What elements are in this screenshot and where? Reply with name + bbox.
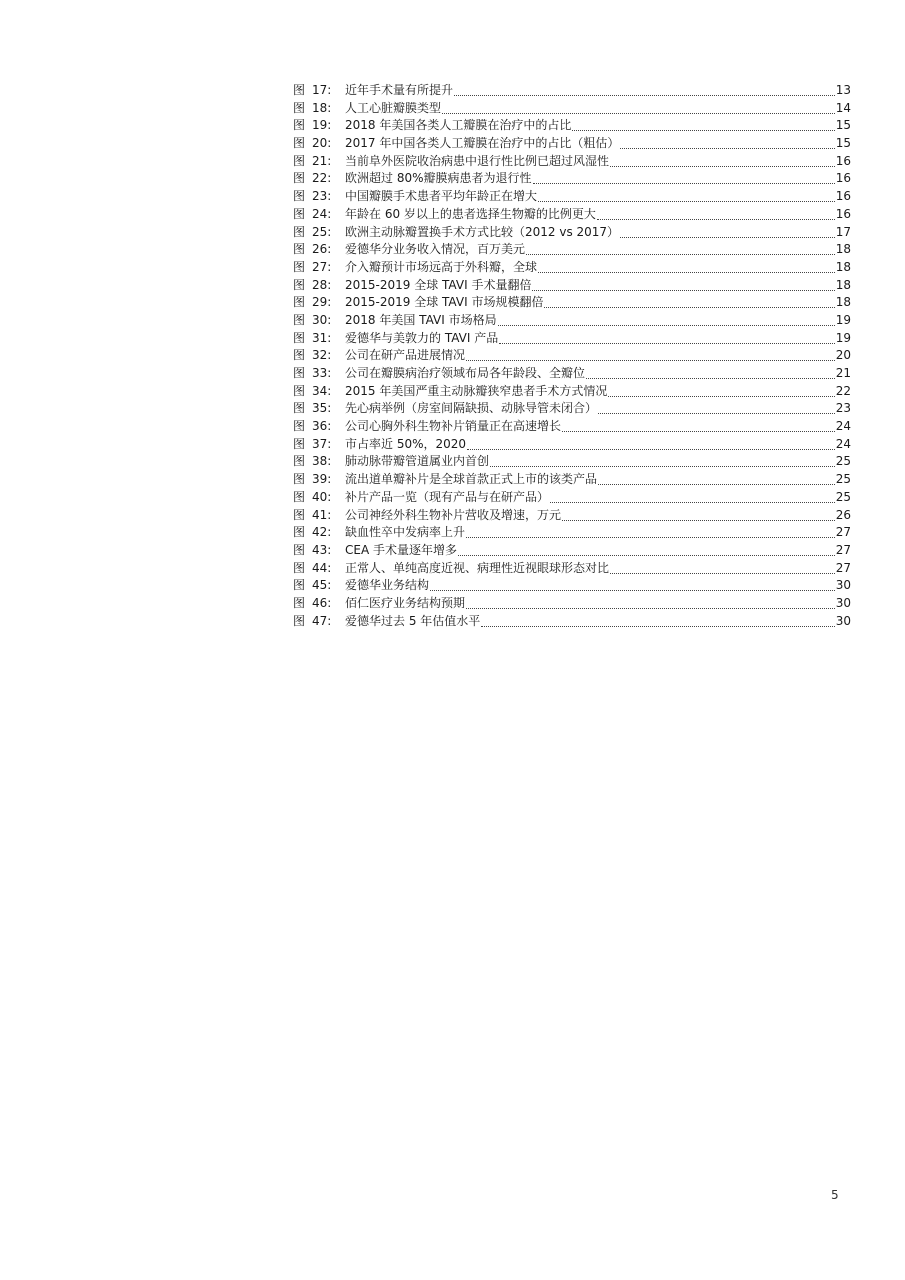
figure-title: 公司在瓣膜病治疗领域布局各年龄段、全瓣位	[345, 366, 586, 380]
figure-number: 42:	[312, 525, 332, 540]
figure-number: 33:	[312, 366, 332, 380]
figure-page-number: 21	[835, 366, 851, 380]
figure-title: 爱德华业务结构	[345, 578, 430, 593]
toc-entry[interactable]	[293, 577, 851, 595]
figure-page-number: 24	[835, 436, 851, 451]
dot-leader	[572, 129, 834, 131]
figure-prefix: 图	[293, 401, 306, 416]
toc-entry[interactable]	[293, 294, 851, 312]
figure-page-number: 15	[835, 136, 851, 151]
toc-entry[interactable]	[293, 100, 851, 118]
figure-number: 32:	[312, 348, 332, 363]
figure-number: 26:	[312, 242, 332, 257]
figure-page-number: 23	[835, 401, 851, 416]
dot-leader	[526, 253, 835, 255]
figure-prefix: 图	[293, 436, 306, 451]
figure-title: 流出道单瓣补片是全球首款正式上市的该类产品	[345, 472, 598, 487]
figure-title: 2015-2019 全球 TAVI 手术量翻倍	[345, 277, 532, 292]
figure-title: CEA 手术量逐年增多	[345, 542, 457, 557]
toc-entry[interactable]	[293, 365, 851, 383]
figure-number: 45:	[312, 578, 332, 593]
dot-leader	[550, 501, 835, 503]
figure-number: 37:	[312, 436, 332, 451]
figure-prefix: 图	[293, 348, 306, 363]
figure-title: 2018 年美国各类人工瓣膜在治疗中的占比	[345, 118, 572, 133]
figure-table-of-contents	[293, 82, 851, 630]
figure-title: 公司神经外科生物补片营收及增速，万元	[345, 507, 562, 522]
toc-entry[interactable]	[293, 613, 851, 631]
dot-leader	[544, 306, 834, 308]
figure-page-number: 30	[835, 613, 851, 628]
figure-title: 爱德华过去 5 年估值水平	[345, 613, 481, 628]
dot-leader	[466, 536, 835, 538]
figure-prefix: 图	[293, 507, 306, 522]
dot-leader	[532, 289, 834, 291]
figure-number: 46:	[312, 595, 332, 610]
figure-number: 43:	[312, 542, 332, 557]
figure-number: 38:	[312, 454, 332, 469]
figure-page-number: 27	[835, 542, 851, 557]
figure-title: 缺血性卒中发病率上升	[345, 525, 466, 540]
figure-title: 爱德华分业务收入情况，百万美元	[345, 242, 526, 257]
toc-entry[interactable]	[293, 453, 851, 471]
figure-title: 2017 年中国各类人工瓣膜在治疗中的占比（粗估）	[345, 136, 620, 151]
figure-page-number: 14	[835, 100, 851, 115]
figure-number: 47:	[312, 613, 332, 628]
figure-prefix: 图	[293, 578, 306, 593]
figure-number: 20:	[312, 136, 332, 151]
figure-page-number: 26	[835, 507, 851, 522]
toc-entry[interactable]	[293, 135, 851, 153]
figure-title: 市占率近 50%，2020	[345, 436, 467, 451]
figure-title: 公司在研产品进展情况	[345, 348, 466, 363]
figure-prefix: 图	[293, 595, 306, 610]
figure-prefix: 图	[293, 259, 306, 274]
dot-leader	[533, 182, 835, 184]
figure-number: 29:	[312, 295, 332, 310]
dot-leader	[538, 200, 835, 202]
figure-prefix: 图	[293, 189, 306, 204]
figure-page-number: 19	[835, 312, 851, 327]
figure-page-number: 16	[835, 206, 851, 221]
figure-number: 25:	[312, 224, 332, 239]
dot-leader	[442, 112, 835, 114]
figure-prefix: 图	[293, 366, 306, 380]
figure-title: 人工心脏瓣膜类型	[345, 100, 442, 115]
figure-number: 30:	[312, 312, 332, 327]
figure-number: 23:	[312, 189, 332, 204]
toc-entry[interactable]	[293, 489, 851, 507]
toc-entry[interactable]	[293, 383, 851, 401]
dot-leader	[610, 165, 835, 167]
figure-prefix: 图	[293, 224, 306, 239]
dot-leader	[608, 395, 834, 397]
figure-prefix: 图	[293, 489, 306, 504]
figure-title: 近年手术量有所提升	[345, 83, 454, 97]
toc-entry[interactable]	[293, 153, 851, 171]
figure-title: 正常人、单纯高度近视、病理性近视眼球形态对比	[345, 560, 610, 575]
dot-leader	[466, 607, 835, 609]
dot-leader	[562, 430, 835, 432]
figure-number: 31:	[312, 330, 332, 345]
toc-entry[interactable]	[293, 471, 851, 489]
figure-page-number: 17	[835, 224, 851, 239]
figure-title: 肺动脉带瓣管道属业内首创	[345, 454, 490, 469]
toc-entry[interactable]	[293, 170, 851, 188]
toc-entry[interactable]	[293, 542, 851, 560]
figure-title: 补片产品一览（现有产品与在研产品）	[345, 489, 550, 504]
figure-number: 40:	[312, 489, 332, 504]
figure-number: 28:	[312, 277, 332, 292]
figure-page-number: 24	[835, 419, 851, 434]
dot-leader	[538, 271, 835, 273]
figure-number: 39:	[312, 472, 332, 487]
dot-leader	[454, 94, 835, 96]
toc-entry[interactable]	[293, 241, 851, 259]
figure-prefix: 图	[293, 383, 306, 398]
figure-prefix: 图	[293, 419, 306, 434]
figure-page-number: 16	[835, 171, 851, 186]
figure-page-number: 25	[835, 454, 851, 469]
figure-page-number: 20	[835, 348, 851, 363]
toc-entry[interactable]	[293, 595, 851, 613]
figure-prefix: 图	[293, 330, 306, 345]
figure-page-number: 18	[835, 295, 851, 310]
figure-number: 35:	[312, 401, 332, 416]
figure-prefix: 图	[293, 83, 306, 97]
toc-entry[interactable]	[293, 400, 851, 418]
figure-title: 当前阜外医院收治病患中退行性比例已超过风湿性	[345, 153, 610, 168]
figure-page-number: 25	[835, 472, 851, 487]
toc-entry[interactable]	[293, 507, 851, 525]
dot-leader	[562, 519, 835, 521]
figure-prefix: 图	[293, 277, 306, 292]
toc-entry[interactable]	[293, 117, 851, 135]
dot-leader	[586, 377, 835, 379]
dot-leader	[620, 236, 835, 238]
figure-prefix: 图	[293, 118, 306, 133]
figure-title: 欧洲主动脉瓣置换手术方式比较（2012 vs 2017）	[345, 224, 620, 239]
dot-leader	[430, 589, 835, 591]
figure-title: 爱德华与美敦力的 TAVI 产品	[345, 330, 499, 345]
figure-page-number: 27	[835, 525, 851, 540]
figure-number: 27:	[312, 259, 332, 274]
figure-title: 先心病举例（房室间隔缺损、动脉导管未闭合）	[345, 401, 598, 416]
toc-entry[interactable]	[293, 347, 851, 365]
figure-prefix: 图	[293, 542, 306, 557]
figure-page-number: 27	[835, 560, 851, 575]
figure-page-number: 15	[835, 118, 851, 133]
figure-title: 佰仁医疗业务结构预期	[345, 595, 466, 610]
figure-title: 2018 年美国 TAVI 市场格局	[345, 312, 497, 327]
figure-title: 2015 年美国严重主动脉瓣狭窄患者手术方式情况	[345, 383, 608, 398]
dot-leader	[498, 324, 835, 326]
dot-leader	[490, 465, 835, 467]
figure-page-number: 30	[835, 595, 851, 610]
toc-entry[interactable]	[293, 436, 851, 454]
figure-number: 21:	[312, 153, 332, 168]
dot-leader	[610, 572, 835, 574]
figure-title: 中国瓣膜手术患者平均年龄正在增大	[345, 189, 538, 204]
figure-prefix: 图	[293, 472, 306, 487]
figure-page-number: 16	[835, 153, 851, 168]
dot-leader	[467, 448, 835, 450]
dot-leader	[466, 359, 835, 361]
dot-leader	[598, 412, 835, 414]
figure-number: 19:	[312, 118, 332, 133]
figure-page-number: 30	[835, 578, 851, 593]
figure-page-number: 19	[835, 330, 851, 345]
figure-number: 17:	[312, 83, 332, 97]
figure-page-number: 22	[835, 383, 851, 398]
figure-title: 欧洲超过 80%瓣膜病患者为退行性	[345, 171, 532, 186]
toc-entry[interactable]	[293, 560, 851, 578]
dot-leader	[499, 342, 835, 344]
figure-title: 介入瓣预计市场远高于外科瓣，全球	[345, 259, 538, 274]
figure-prefix: 图	[293, 613, 306, 628]
figure-number: 22:	[312, 171, 332, 186]
figure-prefix: 图	[293, 171, 306, 186]
figure-title: 年龄在 60 岁以上的患者选择生物瓣的比例更大	[345, 206, 596, 221]
dot-leader	[458, 554, 835, 556]
toc-entry[interactable]	[293, 188, 851, 206]
figure-page-number: 18	[835, 242, 851, 257]
figure-page-number: 18	[835, 277, 851, 292]
figure-prefix: 图	[293, 242, 306, 257]
toc-entry[interactable]	[293, 82, 851, 100]
page-number: 5	[831, 1188, 839, 1202]
figure-prefix: 图	[293, 454, 306, 469]
figure-page-number: 25	[835, 489, 851, 504]
figure-prefix: 图	[293, 206, 306, 221]
toc-entry[interactable]	[293, 224, 851, 242]
dot-leader	[597, 218, 835, 220]
figure-prefix: 图	[293, 100, 306, 115]
figure-title: 公司心胸外科生物补片销量正在高速增长	[345, 419, 562, 434]
figure-prefix: 图	[293, 525, 306, 540]
figure-page-number: 18	[835, 259, 851, 274]
toc-entry[interactable]	[293, 418, 851, 436]
dot-leader	[481, 625, 834, 627]
figure-number: 44:	[312, 560, 332, 575]
figure-page-number: 16	[835, 189, 851, 204]
figure-prefix: 图	[293, 295, 306, 310]
figure-page-number: 13	[835, 83, 851, 97]
toc-entry[interactable]	[293, 206, 851, 224]
figure-title: 2015-2019 全球 TAVI 市场规模翻倍	[345, 295, 544, 310]
figure-prefix: 图	[293, 136, 306, 151]
figure-number: 41:	[312, 507, 332, 522]
toc-entry[interactable]	[293, 524, 851, 542]
figure-prefix: 图	[293, 560, 306, 575]
dot-leader	[620, 147, 834, 149]
toc-entry[interactable]	[293, 259, 851, 277]
figure-number: 36:	[312, 419, 332, 434]
figure-number: 34:	[312, 383, 332, 398]
toc-entry[interactable]	[293, 312, 851, 330]
figure-prefix: 图	[293, 312, 306, 327]
dot-leader	[598, 483, 835, 485]
toc-entry[interactable]	[293, 277, 851, 295]
figure-prefix: 图	[293, 153, 306, 168]
figure-number: 24:	[312, 206, 332, 221]
figure-number: 18:	[312, 100, 332, 115]
toc-entry[interactable]	[293, 330, 851, 348]
